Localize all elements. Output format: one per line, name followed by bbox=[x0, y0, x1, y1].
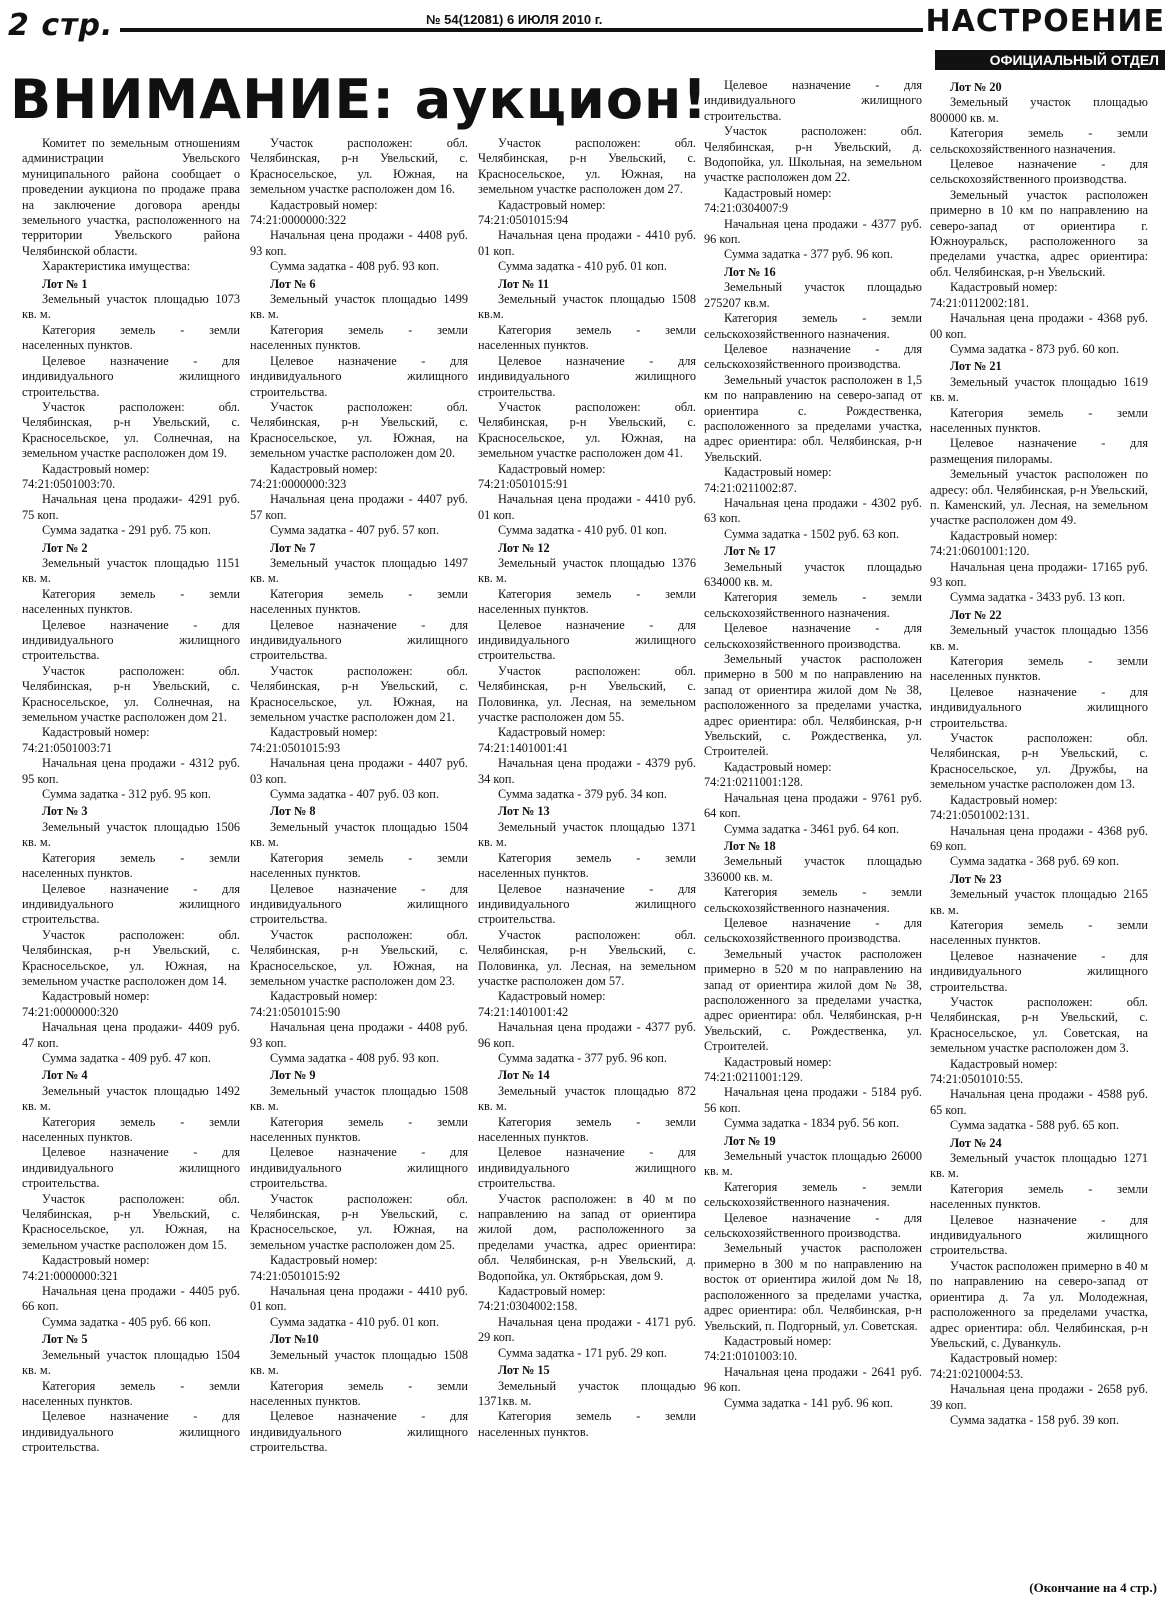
paragraph: Участок расположен: обл. Челябинская, р-н Увельский, с. Красносельское, ул. Дружбы, на земельном участке расположен дом 13. bbox=[930, 731, 1148, 792]
paragraph: Земельный участок площадью 1506 кв. м. bbox=[22, 819, 240, 850]
paragraph: Категория земель - земли сельскохозяйственного назначения. bbox=[704, 590, 922, 620]
paragraph: Целевое назначение - для сельскохозяйственного производства. bbox=[704, 915, 922, 946]
paragraph: Сумма задатка - 379 руб. 34 коп. bbox=[498, 787, 667, 802]
paragraph: Категория земель - земли сельскохозяйственного назначения. bbox=[704, 311, 922, 341]
paragraph: Категория земель - земли населенных пунктов. bbox=[930, 654, 1148, 684]
lot-heading: Лот № 17 bbox=[724, 544, 776, 559]
paragraph: Кадастровый номер: bbox=[270, 461, 378, 476]
continuation-note: (Окончание на 4 стр.) bbox=[1029, 1580, 1157, 1595]
paragraph: Участок расположен: обл. Челябинская, р-н Увельский, с. Половинка, ул. Лесная, на земельном участке расположен дом 57. bbox=[478, 927, 696, 988]
issue-info: № 54(12081) 6 ИЮЛЯ 2010 г. bbox=[420, 12, 608, 27]
paragraph: 74:21:0501003:70. bbox=[22, 476, 116, 491]
paragraph: Земельный участок расположен примерно в 520 м по направлению на запад от ориентира жилой дом № 38, расположенного за пределами участка, адрес ориентира: обл. Челябинская, р-н Увельский, с. Рождественка, ул. Строителей. bbox=[704, 946, 922, 1054]
paragraph: Земельный участок площадью 1371 кв. м. bbox=[478, 819, 696, 850]
paragraph: Целевое назначение - для индивидуального жилищного строительства. bbox=[930, 684, 1148, 730]
paragraph: Кадастровый номер: bbox=[724, 1333, 832, 1348]
paragraph: Земельный участок площадью 1508 кв. м. bbox=[250, 1347, 468, 1378]
paragraph: Категория земель - земли населенных пунктов. bbox=[250, 322, 468, 353]
paragraph: Целевое назначение - для сельскохозяйственного производства. bbox=[930, 157, 1148, 187]
paragraph: Кадастровый номер: bbox=[270, 989, 378, 1004]
paragraph: 74:21:0211001:129. bbox=[704, 1070, 803, 1084]
paragraph: Категория земель - земли населенных пунктов. bbox=[478, 1114, 696, 1144]
paragraph: Участок расположен: обл. Челябинская, р-н Увельский, с. Красносельское, ул. Солнечная, на земельном участке расположен дом 19. bbox=[22, 399, 240, 461]
paragraph: Земельный участок площадью 1508 кв.м. bbox=[478, 292, 696, 322]
paragraph: 74:21:0304002:158. bbox=[478, 1299, 578, 1314]
paragraph: Участок расположен: обл. Челябинская, р-н Увельский, с. Красносельское, ул. Южная, на земельном участке расположен дом 21. bbox=[250, 663, 468, 725]
paragraph: Земельный участок расположен примерно в 500 м по направлению на запад от ориентира жилой дом № 38, расположенного за пределами участка, адрес ориентира: обл. Челябинская, р-н Увельский, с. Рождественка, ул. Строителей. bbox=[704, 652, 922, 759]
paragraph: Земельный участок расположен в 1,5 км по направлению на северо-запад от ориентира с. Рождественка, расположенного за пределами участка, адрес ориентира: обл. Челябинская, р-н Увельский. bbox=[704, 372, 922, 464]
paragraph: Категория земель - земли населенных пунктов. bbox=[930, 405, 1148, 435]
paragraph: Земельный участок площадью 26000 кв. м. bbox=[704, 1149, 922, 1179]
paragraph: Начальная цена продажи - 4368 руб. 00 коп. bbox=[930, 311, 1148, 341]
paragraph: Начальная цена продажи - 4379 руб. 34 коп. bbox=[478, 756, 696, 786]
paragraph: Начальная цена продажи - 2658 руб. 39 коп. bbox=[930, 1382, 1148, 1412]
paragraph: Категория земель - земли населенных пунктов. bbox=[22, 1378, 240, 1408]
paragraph: Земельный участок площадью 872 кв. м. bbox=[478, 1083, 696, 1114]
paragraph: Кадастровый номер: bbox=[498, 989, 606, 1004]
paragraph: Сумма задатка - 1834 руб. 56 коп. bbox=[724, 1116, 900, 1131]
paragraph: 74:21:1401001:42 bbox=[478, 1004, 569, 1019]
paragraph: Кадастровый номер: bbox=[42, 725, 150, 740]
paragraph: 74:21:0501003:71 bbox=[22, 740, 113, 755]
paragraph: Целевое назначение - для индивидуального жилищного строительства. bbox=[478, 1145, 696, 1191]
lot-heading: Лот № 19 bbox=[724, 1133, 776, 1148]
paragraph: Кадастровый номер: bbox=[270, 1253, 378, 1268]
paragraph: Комитет по земельным отношениям администрации Увельского муниципального района сообщает о проведении аукциона по продаже права на заключение договора аренды земельного участка, расположенного на территории Увельского района Челябинской области. bbox=[22, 136, 240, 258]
headline: ВНИМАНИЕ: аукцион! bbox=[10, 68, 708, 131]
paragraph: Категория земель - земли населенных пунктов. bbox=[250, 1114, 468, 1144]
lot-heading: Лот № 18 bbox=[724, 838, 776, 853]
paragraph: Земельный участок площадью 1371кв. м. bbox=[478, 1378, 696, 1408]
paragraph: Участок расположен: обл. Челябинская, р-н Увельский, с. Красносельское, ул. Южная, на земельном участке расположен дом 15. bbox=[22, 1191, 240, 1252]
paragraph: Начальная цена продажи - 4312 руб. 95 коп. bbox=[22, 756, 240, 786]
paragraph: Сумма задатка - 873 руб. 60 коп. bbox=[950, 341, 1119, 356]
paragraph: Земельный участок площадью 1508 кв. м. bbox=[250, 1083, 468, 1114]
paragraph: Участок расположен: обл. Челябинская, р-н Увельский, д. Водопойка, ул. Школьная, на земельном участке расположен дом 22. bbox=[704, 124, 922, 185]
lot-heading: Лот № 23 bbox=[950, 871, 1002, 886]
paragraph: Сумма задатка - 141 руб. 96 коп. bbox=[724, 1395, 893, 1410]
lot-heading: Лот № 11 bbox=[498, 276, 550, 291]
paragraph: Земельный участок площадью 1619 кв. м. bbox=[930, 374, 1148, 405]
paragraph: Начальная цена продажи - 4408 руб. 93 коп. bbox=[250, 228, 468, 258]
paragraph: Сумма задатка - 171 руб. 29 коп. bbox=[498, 1345, 667, 1360]
paragraph: Сумма задатка - 3461 руб. 64 коп. bbox=[724, 821, 900, 836]
lot-heading: Лот № 12 bbox=[498, 540, 550, 555]
paragraph: Категория земель - земли населенных пунктов. bbox=[250, 586, 468, 617]
paragraph: Земельный участок расположен примерно в 10 км по направлению на северо-запад от ориентира г. Южноуральск, расположенного за пределами участка, адрес ориентира: обл. Челябинская, р-н Увельский. bbox=[930, 187, 1148, 279]
paragraph: Земельный участок площадью 2165 кв. м. bbox=[930, 887, 1148, 917]
paragraph: Участок расположен: обл. Челябинская, р-н Увельский, с. Красносельское, ул. Южная, на земельном участке расположен дом 14. bbox=[22, 927, 240, 988]
paragraph: Категория земель - земли населенных пунктов. bbox=[22, 1114, 240, 1144]
paragraph: Начальная цена продажи - 5184 руб. 56 коп. bbox=[704, 1085, 922, 1115]
paragraph: Целевое назначение - для индивидуального жилищного строительства. bbox=[22, 1409, 240, 1455]
paragraph: Начальная цена продажи - 4171 руб. 29 коп. bbox=[478, 1314, 696, 1345]
paragraph: Кадастровый номер: bbox=[42, 989, 150, 1004]
paragraph: Участок расположен: обл. Челябинская, р-н Увельский, с. Красносельское, ул. Южная, на земельном участке расположен дом 23. bbox=[250, 927, 468, 988]
paragraph: Целевое назначение - для индивидуального жилищного строительства. bbox=[478, 881, 696, 927]
paragraph: 74:21:0304007:9 bbox=[704, 201, 789, 216]
paragraph: Начальная цена продажи - 4408 руб. 93 коп. bbox=[250, 1020, 468, 1050]
paragraph: 74:21:0000000:321 bbox=[22, 1268, 119, 1283]
paragraph: Целевое назначение - для индивидуального жилищного строительства. bbox=[250, 1409, 468, 1455]
paragraph: Целевое назначение - для индивидуального жилищного строительства. bbox=[250, 1145, 468, 1191]
paragraph: Сумма задатка - 377 руб. 96 коп. bbox=[724, 247, 893, 262]
text-column-4 bbox=[704, 78, 922, 1596]
paragraph: 74:21:0501015:93 bbox=[250, 740, 341, 755]
paragraph: 74:21:0501015:91 bbox=[478, 476, 569, 491]
paragraph: Сумма задатка - 405 руб. 66 коп. bbox=[42, 1314, 211, 1329]
paragraph: Участок расположен: обл. Челябинская, р-н Увельский, с. Красносельское, ул. Южная, на земельном участке расположен дом 41. bbox=[478, 399, 696, 461]
paragraph: 74:21:0000000:320 bbox=[22, 1004, 119, 1019]
lot-heading: Лот № 1 bbox=[42, 276, 88, 291]
paragraph: Кадастровый номер: bbox=[498, 725, 606, 740]
page-number: 2 стр. bbox=[8, 8, 114, 43]
paragraph: Участок расположен: обл. Челябинская, р-н Увельский, с. Половинка, ул. Лесная, на земельном участке расположен дом 55. bbox=[478, 663, 696, 725]
paragraph: Сумма задатка - 1502 руб. 63 коп. bbox=[724, 526, 900, 541]
lot-heading: Лот № 3 bbox=[42, 804, 88, 819]
lot-heading: Лот № 14 bbox=[498, 1068, 550, 1083]
paragraph: Земельный участок площадью 1492 кв. м. bbox=[22, 1083, 240, 1114]
paragraph: Целевое назначение - для индивидуального жилищного строительства. bbox=[930, 948, 1148, 994]
paragraph: Кадастровый номер: bbox=[724, 465, 832, 480]
paragraph: 74:21:0101003:10. bbox=[704, 1349, 798, 1364]
paragraph: 74:21:0601001:120. bbox=[930, 544, 1030, 559]
paragraph: Участок расположен: обл. Челябинская, р-н Увельский, с. Красносельское, ул. Южная, на земельном участке расположен дом 16. bbox=[250, 136, 468, 197]
paragraph: Сумма задатка - 377 руб. 96 коп. bbox=[498, 1050, 667, 1065]
paragraph: Целевое назначение - для индивидуального жилищного строительства. bbox=[22, 881, 240, 927]
paragraph: Начальная цена продажи - 4410 руб. 01 коп. bbox=[478, 492, 696, 522]
paragraph: Целевое назначение - для индивидуального жилищного строительства. bbox=[250, 617, 468, 663]
lot-heading: Лот № 6 bbox=[270, 276, 316, 291]
lot-heading: Лот № 8 bbox=[270, 804, 316, 819]
paragraph: Начальная цена продажи - 4377 руб. 96 коп. bbox=[704, 216, 922, 247]
paragraph: Начальная цена продажи- 4409 руб. 47 коп. bbox=[22, 1020, 240, 1050]
paragraph: Кадастровый номер: bbox=[42, 1253, 150, 1268]
paragraph: Кадастровый номер: bbox=[724, 759, 832, 774]
paragraph: Земельный участок площадью 634000 кв. м. bbox=[704, 559, 922, 589]
paragraph: Сумма задатка - 410 руб. 01 коп. bbox=[498, 523, 667, 538]
paragraph: Категория земель - земли населенных пунктов. bbox=[250, 850, 468, 881]
paragraph: 74:21:0211002:87. bbox=[704, 480, 797, 495]
paragraph: 74:21:0501015:92 bbox=[250, 1268, 341, 1283]
paragraph: Земельный участок площадью 1497 кв. м. bbox=[250, 555, 468, 586]
text-column-3 bbox=[478, 136, 696, 1596]
paragraph: Участок расположен: обл. Челябинская, р-н Увельский, с. Красносельское, ул. Южная, на земельном участке расположен дом 25. bbox=[250, 1191, 468, 1252]
lot-heading: Лот № 7 bbox=[270, 540, 316, 555]
paragraph: Категория земель - земли населенных пунктов. bbox=[930, 917, 1148, 948]
paragraph: Земельный участок площадью 1356 кв. м. bbox=[930, 623, 1148, 653]
lot-heading: Лот № 21 bbox=[950, 359, 1002, 374]
paragraph: Сумма задатка - 588 руб. 65 коп. bbox=[950, 1118, 1119, 1133]
paragraph: Сумма задатка - 158 руб. 39 коп. bbox=[950, 1412, 1119, 1427]
lot-heading: Лот №10 bbox=[270, 1332, 319, 1347]
paragraph: Категория земель - земли населенных пунктов. bbox=[22, 850, 240, 881]
paragraph: Целевое назначение - для индивидуального жилищного строительства. bbox=[250, 353, 468, 399]
lot-heading: Лот № 4 bbox=[42, 1068, 88, 1083]
lot-heading: Лот № 22 bbox=[950, 607, 1002, 622]
paragraph: Сумма задатка - 368 руб. 69 коп. bbox=[950, 854, 1119, 869]
paragraph: Начальная цена продажи - 4588 руб. 65 коп. bbox=[930, 1087, 1148, 1117]
department-bar: ОФИЦИАЛЬНЫЙ ОТДЕЛ bbox=[935, 50, 1165, 70]
paragraph: Категория земель - земли населенных пунктов. bbox=[478, 1409, 696, 1439]
paragraph: 74:21:0000000:323 bbox=[250, 476, 347, 491]
paragraph: Начальная цена продажи - 4302 руб. 63 коп. bbox=[704, 495, 922, 526]
paragraph: Кадастровый номер: bbox=[498, 1284, 606, 1299]
paragraph: Характеристика имущества: bbox=[42, 259, 191, 274]
paragraph: Земельный участок площадью 1151 кв. м. bbox=[22, 555, 240, 586]
paragraph: 74:21:0501002:131. bbox=[930, 808, 1030, 823]
paragraph: Категория земель - земли населенных пунктов. bbox=[930, 1181, 1148, 1212]
paragraph: Земельный участок площадью 1376 кв. м. bbox=[478, 555, 696, 586]
lot-heading: Лот № 2 bbox=[42, 540, 88, 555]
paragraph: 74:21:1401001:41 bbox=[478, 740, 569, 755]
paragraph: Категория земель - земли сельскохозяйственного назначения. bbox=[930, 126, 1148, 156]
paragraph: Начальная цена продажи - 4405 руб. 66 коп. bbox=[22, 1284, 240, 1314]
paragraph: Начальная цена продажи- 17165 руб. 93 коп. bbox=[930, 559, 1148, 589]
paragraph: Целевое назначение - для сельскохозяйственного производства. bbox=[704, 621, 922, 651]
lot-heading: Лот № 13 bbox=[498, 804, 550, 819]
paragraph: Категория земель - земли сельскохозяйственного назначения. bbox=[704, 1179, 922, 1210]
paragraph: Сумма задатка - 410 руб. 01 коп. bbox=[270, 1314, 439, 1329]
paragraph: Начальная цена продажи - 9761 руб. 64 коп. bbox=[704, 790, 922, 821]
paragraph: Кадастровый номер: bbox=[270, 197, 378, 212]
lot-heading: Лот № 15 bbox=[498, 1363, 550, 1378]
paragraph: Целевое назначение - для индивидуального жилищного строительства. bbox=[250, 881, 468, 927]
paragraph: Сумма задатка - 3433 руб. 13 коп. bbox=[950, 590, 1126, 605]
lot-heading: Лот № 24 bbox=[950, 1135, 1002, 1150]
paragraph: Земельный участок площадью 336000 кв. м. bbox=[704, 854, 922, 884]
paragraph: Целевое назначение - для индивидуального жилищного строительства. bbox=[22, 1145, 240, 1191]
paragraph: Сумма задатка - 410 руб. 01 коп. bbox=[498, 259, 667, 274]
paragraph: Участок расположен: обл. Челябинская, р-н Увельский, с. Красносельское, ул. Южная, на земельном участке расположен дом 20. bbox=[250, 399, 468, 461]
paragraph: Кадастровый номер: bbox=[270, 725, 378, 740]
paragraph: Категория земель - земли сельскохозяйственного назначения. bbox=[704, 885, 922, 915]
paragraph: Земельный участок расположен по адресу: обл. Челябинская, р-н Увельский, п. Каменский, ул. Лесная, на земельном участке расположен дом 49. bbox=[930, 467, 1148, 528]
paragraph: Целевое назначение - для индивидуального жилищного строительства. bbox=[22, 353, 240, 399]
page-header bbox=[0, 0, 1173, 48]
text-column-5 bbox=[930, 78, 1148, 1596]
paragraph: Земельный участок площадью 1504 кв. м. bbox=[22, 1347, 240, 1378]
paragraph: Целевое назначение - для индивидуального жилищного строительства. bbox=[478, 353, 696, 399]
paragraph: Категория земель - земли населенных пунктов. bbox=[22, 586, 240, 617]
paragraph: 74:21:0211001:128. bbox=[704, 775, 803, 790]
paragraph: Земельный участок площадью 275207 кв.м. bbox=[704, 280, 922, 310]
paragraph: 74:21:0501010:55. bbox=[930, 1072, 1024, 1086]
paragraph: Начальная цена продажи - 4410 руб. 01 коп. bbox=[250, 1284, 468, 1314]
paragraph: Сумма задатка - 408 руб. 93 коп. bbox=[270, 1050, 439, 1065]
paragraph: Кадастровый номер: bbox=[950, 528, 1058, 543]
paragraph: Сумма задатка - 407 руб. 03 коп. bbox=[270, 787, 439, 802]
paragraph: Кадастровый номер: bbox=[724, 1054, 832, 1069]
paragraph: Кадастровый номер: bbox=[950, 792, 1058, 807]
paragraph: Начальная цена продажи - 4410 руб. 01 коп. bbox=[478, 228, 696, 258]
paragraph: 74:21:0000000:322 bbox=[250, 213, 347, 228]
paragraph: Кадастровый номер: bbox=[950, 1056, 1058, 1071]
paragraph: Целевое назначение - для сельскохозяйственного производства. bbox=[704, 1210, 922, 1241]
text-column-1 bbox=[22, 136, 240, 1596]
lot-heading: Лот № 20 bbox=[950, 80, 1002, 94]
paragraph: Участок расположен: в 40 м по направлению на запад от ориентира жилой дом, расположенного за пределами участка, адрес ориентира: обл. Челябинская, р-н Увельский, д. Водопойка, ул. Октябрьская, дом 9. bbox=[478, 1191, 696, 1283]
paragraph: Начальная цена продажи - 4407 руб. 03 коп. bbox=[250, 756, 468, 786]
paragraph: Участок расположен: обл. Челябинская, р-н Увельский, с. Красносельское, ул. Советская, на земельном участке расположен дом 3. bbox=[930, 994, 1148, 1056]
paragraph: 74:21:0501015:90 bbox=[250, 1004, 341, 1019]
section-title: НАСТРОЕНИЕ bbox=[925, 4, 1165, 39]
paragraph: Начальная цена продажи - 4377 руб. 96 коп. bbox=[478, 1020, 696, 1050]
paragraph: Земельный участок расположен примерно в 300 м по направлению на восток от ориентира жилой дом № 18, расположенного за пределами участка, адрес ориентира: обл. Челябинская, р-н Увельский, п. Подгорный, ул. Советская. bbox=[704, 1241, 922, 1333]
paragraph: Целевое назначение - для размещения пилорамы. bbox=[930, 436, 1148, 466]
paragraph: 74:21:0112002:181. bbox=[930, 295, 1029, 310]
paragraph: Начальная цена продажи - 4407 руб. 57 коп. bbox=[250, 492, 468, 522]
paragraph: Кадастровый номер: bbox=[42, 461, 150, 476]
paragraph: Целевое назначение - для сельскохозяйственного производства. bbox=[704, 341, 922, 372]
paragraph: Кадастровый номер: bbox=[950, 280, 1058, 295]
paragraph: Категория земель - земли населенных пунктов. bbox=[250, 1378, 468, 1408]
paragraph: Сумма задатка - 409 руб. 47 коп. bbox=[42, 1050, 211, 1065]
paragraph: Сумма задатка - 407 руб. 57 коп. bbox=[270, 523, 439, 538]
paragraph: Участок расположен: обл. Челябинская, р-н Увельский, с. Красносельское, ул. Южная, на земельном участке расположен дом 27. bbox=[478, 136, 696, 197]
paragraph: Земельный участок площадью 800000 кв. м. bbox=[930, 95, 1148, 125]
paragraph: Категория земель - земли населенных пунктов. bbox=[478, 586, 696, 617]
paragraph: Кадастровый номер: bbox=[950, 1351, 1058, 1366]
paragraph: Категория земель - земли населенных пунктов. bbox=[22, 322, 240, 353]
paragraph: Начальная цена продажи - 4368 руб. 69 коп. bbox=[930, 823, 1148, 853]
paragraph: Земельный участок площадью 1499 кв. м. bbox=[250, 292, 468, 322]
paragraph: Целевое назначение - для индивидуального жилищного строительства. bbox=[930, 1212, 1148, 1258]
lot-heading: Лот № 16 bbox=[724, 264, 776, 279]
lot-heading: Лот № 9 bbox=[270, 1068, 316, 1083]
paragraph: Целевое назначение - для индивидуального жилищного строительства. bbox=[704, 78, 922, 123]
paragraph: Начальная цена продажи- 4291 руб. 75 коп. bbox=[22, 492, 240, 522]
lot-heading: Лот № 5 bbox=[42, 1332, 88, 1347]
header-rule bbox=[120, 28, 923, 32]
paragraph: Участок расположен примерно в 40 м по направлению на северо-запад от ориентира д. 7а ул. Молодежная, расположенного за пределами участка, адрес ориентира: обл. Челябинская, р-н Увельский, с. Дуванкуль. bbox=[930, 1258, 1148, 1350]
paragraph: 74:21:0210004:53. bbox=[930, 1366, 1024, 1381]
paragraph: Категория земель - земли населенных пунктов. bbox=[478, 850, 696, 881]
paragraph: Земельный участок площадью 1271 кв. м. bbox=[930, 1151, 1148, 1181]
paragraph: Участок расположен: обл. Челябинская, р-н Увельский, с. Красносельское, ул. Солнечная, на земельном участке расположен дом 21. bbox=[22, 663, 240, 725]
paragraph: Сумма задатка - 408 руб. 93 коп. bbox=[270, 259, 439, 274]
paragraph: Целевое назначение - для индивидуального жилищного строительства. bbox=[478, 617, 696, 663]
paragraph: 74:21:0501015:94 bbox=[478, 213, 569, 228]
paragraph: Сумма задатка - 291 руб. 75 коп. bbox=[42, 523, 211, 538]
paragraph: Земельный участок площадью 1504 кв. м. bbox=[250, 819, 468, 850]
paragraph: Кадастровый номер: bbox=[498, 461, 606, 476]
paragraph: Сумма задатка - 312 руб. 95 коп. bbox=[42, 787, 211, 802]
paragraph: Начальная цена продажи - 2641 руб. 96 коп. bbox=[704, 1364, 922, 1395]
paragraph: Кадастровый номер: bbox=[724, 185, 832, 200]
paragraph: Кадастровый номер: bbox=[498, 197, 606, 212]
paragraph: Категория земель - земли населенных пунктов. bbox=[478, 322, 696, 353]
text-column-2 bbox=[250, 136, 468, 1596]
paragraph: Земельный участок площадью 1073 кв. м. bbox=[22, 292, 240, 322]
paragraph: Целевое назначение - для индивидуального жилищного строительства. bbox=[22, 617, 240, 663]
